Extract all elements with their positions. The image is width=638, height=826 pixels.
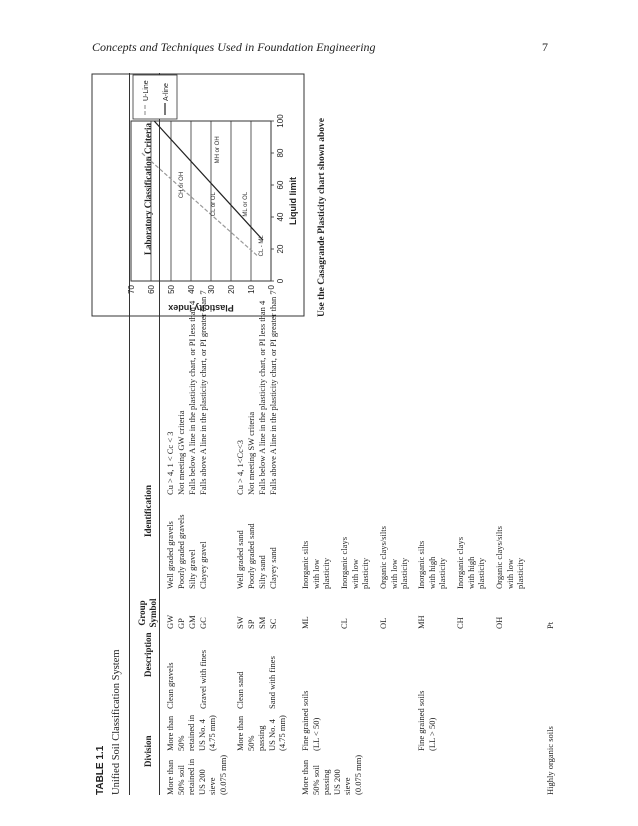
fine-high-symbol-2: OH	[494, 616, 504, 629]
fine-high-symbol-1: CH	[455, 617, 465, 629]
x-tick-label-0: 0	[276, 278, 285, 284]
chart-footnote: Use the Casagrande Plasticity chart shown above	[317, 118, 327, 317]
plot-area	[131, 121, 271, 281]
chart-frame	[92, 74, 304, 316]
sand-criteria-3: Falls above A line in the plasticity chart, or PI greater than 7	[268, 290, 278, 495]
fine-high-identification-2: Organic clays/silts with low plasticity	[494, 526, 525, 589]
fine-division: More than 50% soil passing US 200 sieve (0.075 mm)	[300, 754, 363, 795]
fine-high-identification-1: Inorganic clays with high plasticity	[455, 536, 486, 589]
fine-low-identification-1: Inorganic clays with low plasticity	[339, 536, 370, 589]
sand-criteria-1: Not meeting SW criteria	[246, 411, 256, 495]
gravel-desc-fines: Gravel with fines	[198, 649, 208, 709]
running-header	[92, 40, 548, 60]
gravel-symbol-2: GM	[187, 615, 197, 629]
plasticity-chart	[91, 73, 307, 317]
legend-label-0: U-Line	[143, 80, 150, 101]
sand-desc-fines: Sand with fines	[267, 656, 277, 709]
fine-low-desc: Fine grained soils (LL < 50)	[300, 690, 321, 751]
x-tick-label-20: 20	[276, 244, 285, 254]
fine-low-symbol-0: ML	[300, 616, 310, 629]
gravel-identification-3: Clayey gravel	[198, 541, 208, 589]
gravel-criteria-1: Not meeting GW criteria	[176, 410, 186, 495]
gravel-identification-0: Well graded gravels	[165, 521, 175, 589]
fine-high-desc: Fine grained soils (LL > 50)	[416, 690, 437, 751]
sand-identification-2: Silty sand	[257, 555, 267, 589]
fine-low-identification-2: Organic clays/silts with low plasticity	[378, 526, 409, 589]
x-tick-label-60: 60	[276, 180, 285, 190]
gravel-criteria-2: Falls below A line in the plasticity chart, or PI less than 4	[187, 300, 197, 495]
gravel-subdivision: More than 50% retained in US No. 4 (4.75 mm)	[165, 714, 217, 751]
header-description: Description	[143, 632, 153, 677]
x-tick-label-100: 100	[276, 114, 285, 128]
y-tick-label-40: 40	[187, 285, 196, 294]
sand-symbol-1: SP	[246, 619, 256, 629]
gravel-symbol-0: GW	[165, 614, 175, 629]
x-tick-label-80: 80	[276, 148, 285, 158]
sand-identification-3: Clayey sand	[268, 547, 278, 589]
sand-symbol-2: SM	[257, 616, 267, 629]
series-line-uline	[142, 153, 257, 255]
header-division: Division	[143, 735, 153, 767]
fine-low-identification-0: Inorganic silts with low plasticity	[300, 540, 331, 589]
fine-low-symbol-2: OL	[378, 617, 388, 629]
y-axis-label: Plasticity index	[168, 303, 234, 313]
fine-high-identification-0: Inorganic silts with high plasticity	[416, 540, 447, 589]
running-title: Concepts and Techniques Used in Foundation Engineering	[92, 40, 376, 54]
sand-subdivision: More than 50% passing US No. 4 (4.75 mm)	[235, 715, 287, 751]
gravel-symbol-1: GP	[176, 618, 186, 629]
x-tick-label-40: 40	[276, 212, 285, 222]
y-tick-label-10: 10	[247, 285, 256, 294]
region-label-3: CH or OH	[179, 171, 185, 199]
gravel-identification-1: Poorly graded gravels	[176, 514, 186, 589]
gravel-desc-clean: Clean gravels	[165, 662, 175, 709]
header-criteria: Laboratory Classification Criteria	[143, 123, 153, 255]
sand-symbol-3: SC	[268, 618, 278, 629]
legend-label-1: A-line	[163, 83, 170, 101]
sand-desc-clean: Clean sand	[235, 671, 245, 709]
rotated-table	[95, 73, 565, 795]
gravel-symbol-3: GC	[198, 617, 208, 629]
y-tick-label-50: 50	[167, 285, 176, 294]
y-tick-label-30: 30	[207, 285, 216, 294]
gravel-identification-2: Silty gravel	[187, 549, 197, 589]
header-identification: Identification	[143, 484, 153, 537]
y-tick-label-60: 60	[147, 285, 156, 294]
region-label-2: CL or OL	[211, 192, 217, 217]
table-caption: Unified Soil Classification System	[111, 649, 122, 795]
fine-high-symbol-0: MH	[416, 615, 426, 629]
sand-identification-1: Poorly graded sand	[246, 523, 256, 589]
y-tick-label-20: 20	[227, 285, 236, 294]
region-label-1: ML or OL	[243, 191, 249, 217]
sand-criteria-0: Cu > 4, 1<Cc<3	[235, 440, 245, 495]
organic-division: Highly organic soils	[545, 726, 555, 795]
y-tick-label-70: 70	[127, 285, 136, 294]
header-group-symbol: Group Symbol	[137, 598, 158, 628]
fine-low-symbol-1: CL	[339, 618, 349, 629]
region-label-0: CL - ML	[259, 235, 265, 257]
plasticity-chart-svg	[91, 73, 307, 317]
region-label-4: MH or OH	[215, 136, 221, 164]
organic-symbol: Pt	[545, 621, 555, 629]
sand-criteria-2: Falls below A line in the plasticity chart, or PI less than 4	[257, 300, 267, 495]
sand-identification-0: Well graded sand	[235, 530, 245, 589]
table-label: TABLE 1.1	[95, 745, 106, 795]
gravel-criteria-3: Falls above A line in the plasticity chart, or PI greater than 7	[198, 290, 208, 495]
legend-box	[133, 75, 177, 119]
x-axis-label: Liquid limit	[288, 177, 298, 225]
series-line-aline	[154, 121, 263, 240]
gravel-criteria-0: Cu > 4, 1 < Cc < 3	[165, 431, 175, 495]
gravel-division: More than 50% soil retained in US 200 sieve (0.075 mm)	[165, 754, 228, 795]
sand-symbol-0: SW	[235, 616, 245, 629]
page-number: 7	[542, 40, 548, 54]
y-tick-label-0: 0	[267, 285, 276, 290]
